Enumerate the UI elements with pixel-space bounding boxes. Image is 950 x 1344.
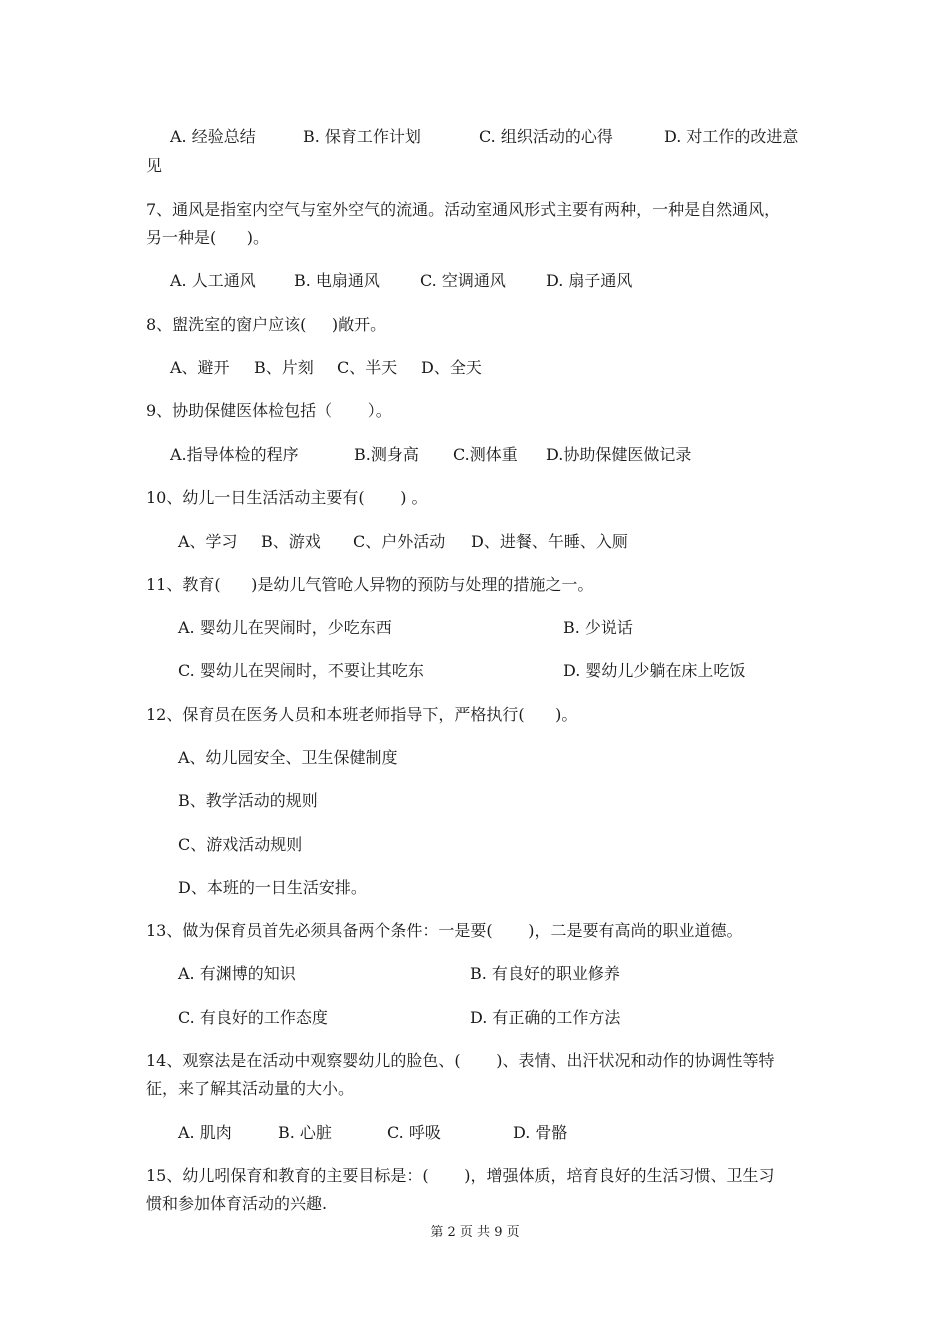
q8-option-d: D、全天 bbox=[421, 358, 482, 377]
q12-option-b: B、教学活动的规则 bbox=[178, 791, 318, 810]
q12-question: 12、保育员在医务人员和本班老师指导下，严格执行( )。 bbox=[146, 705, 578, 724]
q10-option-c: C、户外活动 bbox=[353, 532, 446, 551]
q9-option-b: B.测身高 bbox=[354, 445, 419, 464]
q14-question-line1: 14、观察法是在活动中观察婴幼儿的脸色、( )、表情、出汗状况和动作的协调性等特 bbox=[146, 1051, 775, 1070]
q6-option-c: C. 组织活动的心得 bbox=[479, 127, 613, 146]
q7-question-line2: 另一种是( )。 bbox=[146, 228, 270, 247]
q9-option-a: A.指导体检的程序 bbox=[170, 445, 299, 464]
q15-question-line2: 惯和参加体育活动的兴趣. bbox=[146, 1194, 328, 1213]
q7-option-c: C. 空调通风 bbox=[420, 271, 506, 290]
q10-option-d: D、进餐、午睡、入厕 bbox=[471, 532, 628, 551]
page-number-footer: 第 2 页 共 9 页 bbox=[430, 1225, 520, 1240]
q10-question: 10、幼儿一日生活活动主要有( ) 。 bbox=[146, 488, 428, 507]
q11-question: 11、教育( )是幼儿气管呛人异物的预防与处理的措施之一。 bbox=[146, 575, 594, 594]
q6-option-d-wrap: 见 bbox=[146, 156, 163, 175]
q13-option-d: D. 有正确的工作方法 bbox=[470, 1008, 621, 1027]
q7-option-d: D. 扇子通风 bbox=[546, 271, 633, 290]
q8-option-a: A、避开 bbox=[170, 358, 230, 377]
q12-option-a: A、幼儿园安全、卫生保健制度 bbox=[178, 748, 398, 767]
q7-option-a: A. 人工通风 bbox=[170, 271, 256, 290]
q6-option-b: B. 保育工作计划 bbox=[303, 127, 421, 146]
q11-option-b: B. 少说话 bbox=[563, 618, 633, 637]
q6-option-a: A. 经验总结 bbox=[170, 127, 256, 146]
q13-option-c: C. 有良好的工作态度 bbox=[178, 1008, 328, 1027]
q11-option-d: D. 婴幼儿少躺在床上吃饭 bbox=[563, 661, 746, 680]
q11-option-c: C. 婴幼儿在哭闹时，不要让其吃东 bbox=[178, 661, 424, 680]
q13-question: 13、做为保育员首先必须具备两个条件：一是要( )，二是要有高尚的职业道德。 bbox=[146, 921, 743, 940]
q8-option-c: C、半天 bbox=[337, 358, 398, 377]
q9-question: 9、协助保健医体检包括（ ）。 bbox=[146, 401, 392, 420]
q14-option-b: B. 心脏 bbox=[278, 1123, 332, 1142]
q14-option-c: C. 呼吸 bbox=[387, 1123, 441, 1142]
q7-option-b: B. 电扇通风 bbox=[294, 271, 380, 290]
q9-option-c: C.测体重 bbox=[453, 445, 518, 464]
q10-option-a: A、学习 bbox=[178, 532, 238, 551]
q7-question-line1: 7、通风是指室内空气与室外空气的流通。活动室通风形式主要有两种，一种是自然通风， bbox=[146, 200, 781, 219]
q14-option-d: D. 骨骼 bbox=[513, 1123, 568, 1142]
q12-option-c: C、游戏活动规则 bbox=[178, 835, 303, 854]
q8-question: 8、盥洗室的窗户应该( )敞开。 bbox=[146, 315, 387, 334]
q11-option-a: A. 婴幼儿在哭闹时，少吃东西 bbox=[178, 618, 392, 637]
q10-option-b: B、游戏 bbox=[261, 532, 321, 551]
q9-option-d: D.协助保健医做记录 bbox=[546, 445, 692, 464]
q14-option-a: A. 肌肉 bbox=[178, 1123, 232, 1142]
q14-question-line2: 征，来了解其活动量的大小。 bbox=[146, 1079, 355, 1098]
q6-option-d: D. 对工作的改进意 bbox=[664, 127, 799, 146]
q13-option-a: A. 有渊博的知识 bbox=[178, 964, 296, 983]
q8-option-b: B、片刻 bbox=[254, 358, 314, 377]
q12-option-d: D、本班的一日生活安排。 bbox=[178, 878, 367, 897]
q15-question-line1: 15、幼儿吲保育和教育的主要目标是：( )，增强体质，培育良好的生活习惯、卫生习 bbox=[146, 1166, 775, 1185]
q13-option-b: B. 有良好的职业修养 bbox=[470, 964, 620, 983]
